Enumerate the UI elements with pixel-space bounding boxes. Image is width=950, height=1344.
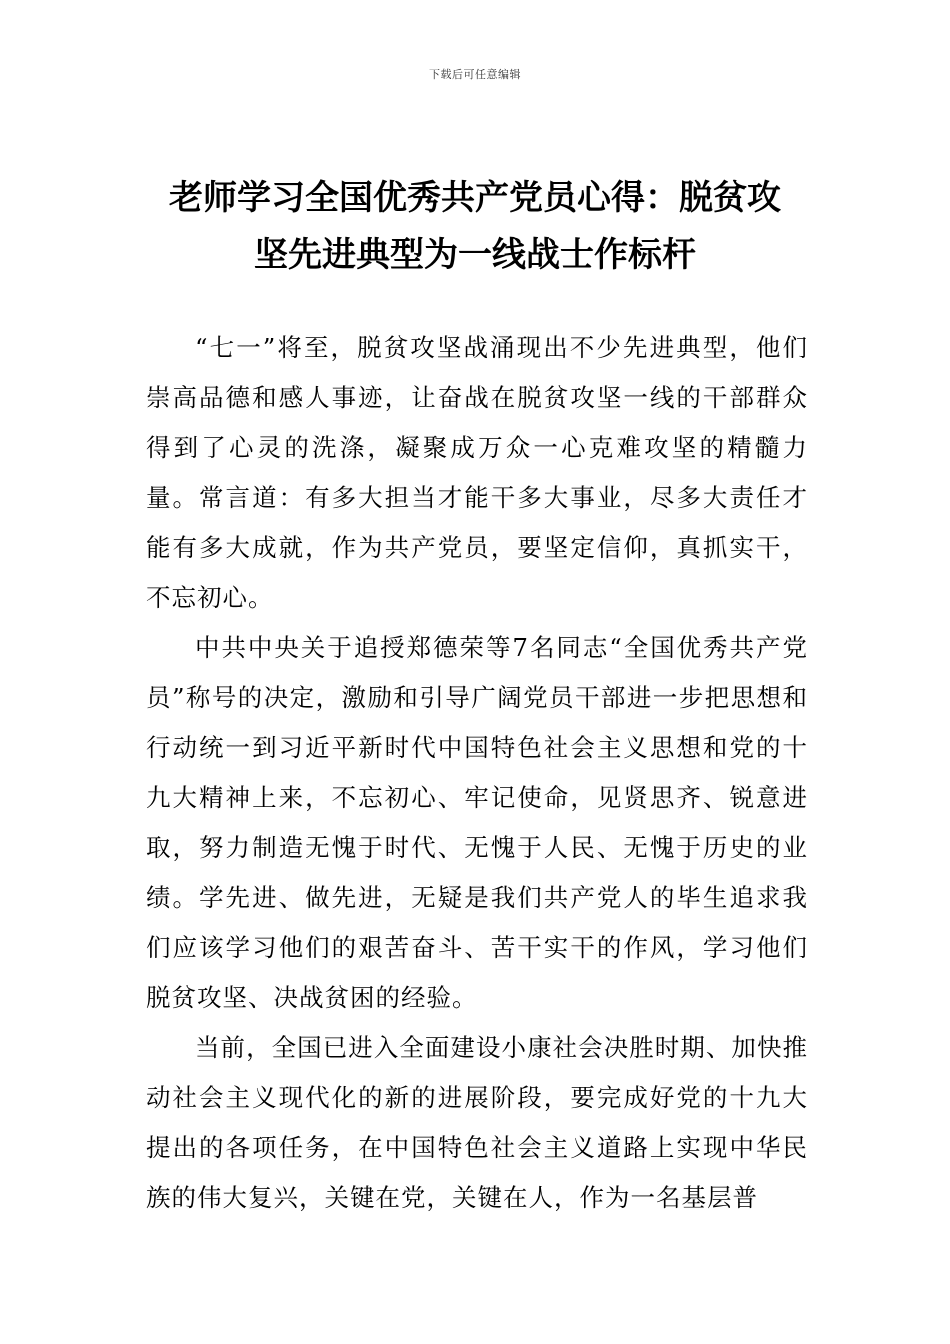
paragraph-1: “七一”将至，脱贫攻坚战涌现出不少先进典型，他们崇高品德和感人事迹，让奋战在脱贫攻坚一线的干部群众得到了心灵的洗涤，凝聚成万众一心克难攻坚的精髓力量。常言道：有多大担当才能干多大事业，尽多大责任才能有多大成就，作为共产党员，要坚定信仰，真抓实干，不忘初心。 [146, 333, 808, 612]
header-note: 下载后可任意编辑 [429, 68, 521, 81]
paragraph-3: 当前，全国已进入全面建设小康社会决胜时期、加快推动社会主义现代化的新的进展阶段，要完成好党的十九大提出的各项任务，在中国特色社会主义道路上实现中华民族的伟大复兴，关键在党，关键在人，作为一名基层普 [146, 1033, 808, 1212]
document-body [146, 323, 808, 1223]
title-line-1: 老师学习全国优秀共产党员心得：脱贫攻 [169, 178, 781, 218]
title-line-2: 坚先进典型为一线战士作标杆 [254, 235, 696, 275]
paragraph-2: 中共中央关于追授郑德荣等7名同志“全国优秀共产党员”称号的决定，激励和引导广阔党员干部进一步把思想和行动统一到习近平新时代中国特色社会主义思想和党的十九大精神上来，不忘初心、牢记使命，见贤思齐、锐意进取，努力制造无愧于时代、无愧于人民、无愧于历史的业绩。学先进、做先进，无疑是我们共产党人的毕生追求我们应该学习他们的艰苦奋斗、苦干实干的作风，学习他们脱贫攻坚、决战贫困的经验。 [146, 633, 808, 1012]
document-title [140, 170, 810, 284]
